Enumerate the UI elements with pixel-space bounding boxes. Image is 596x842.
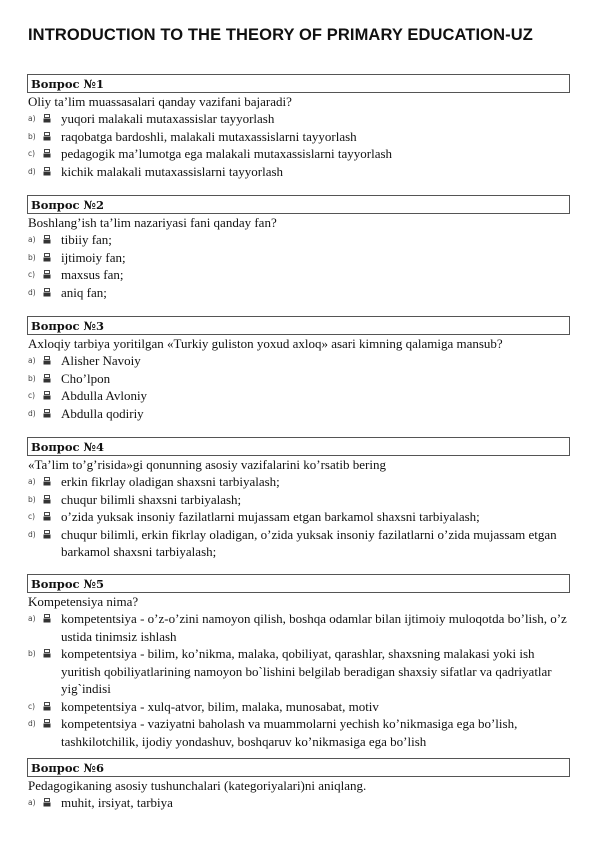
option-text: maxsus fan; bbox=[61, 267, 124, 282]
option-letter: a) bbox=[28, 798, 36, 807]
answer-option[interactable] bbox=[27, 249, 570, 267]
answer-marker-icon bbox=[43, 702, 51, 711]
answer-marker-icon bbox=[43, 495, 51, 504]
question-label: Вопрос №5 bbox=[27, 574, 570, 593]
answer-option[interactable] bbox=[27, 610, 570, 645]
answer-option[interactable] bbox=[27, 698, 570, 716]
answer-marker-icon bbox=[43, 270, 51, 279]
option-text: erkin fikrlay oladigan shaxsni tarbiyalash; bbox=[61, 474, 280, 489]
answer-option[interactable] bbox=[27, 266, 570, 284]
option-letter: a) bbox=[28, 114, 36, 123]
option-letter: b) bbox=[28, 252, 36, 262]
answer-marker-icon bbox=[43, 253, 51, 262]
option-letter: c) bbox=[28, 391, 36, 400]
answer-marker-icon bbox=[43, 477, 51, 486]
answer-marker-icon bbox=[43, 798, 51, 807]
document-title: INTRODUCTION TO THE THEORY OF PRIMARY EDUCATION-UZ bbox=[28, 26, 533, 44]
question-label: Вопрос №6 bbox=[27, 758, 570, 777]
option-letter: d) bbox=[28, 529, 36, 539]
answer-marker-icon bbox=[43, 374, 51, 383]
question-text: Oliy ta’lim muassasalari qanday vazifani bajaradi? bbox=[28, 94, 292, 109]
answer-option[interactable] bbox=[27, 128, 570, 146]
option-text: o’zida yuksak insoniy fazilatlarni mujassam etgan barkamol shaxsni tarbiyalash; bbox=[61, 509, 480, 524]
question-text: «Ta’lim to’g’risida»gi qonunning asosiy vazifalarini ko’rsatib bering bbox=[28, 457, 386, 472]
answer-option[interactable] bbox=[27, 491, 570, 509]
answer-option[interactable] bbox=[27, 387, 570, 405]
answer-marker-icon bbox=[43, 391, 51, 400]
answer-option[interactable] bbox=[27, 405, 570, 423]
question-block bbox=[27, 195, 570, 301]
option-text: ijtimoiy fan; bbox=[61, 249, 126, 265]
answer-marker-icon bbox=[43, 235, 51, 244]
option-letter: c) bbox=[28, 270, 36, 279]
answer-marker-icon bbox=[43, 149, 51, 158]
answer-option[interactable] bbox=[27, 284, 570, 302]
question-block bbox=[27, 574, 570, 750]
answer-option[interactable] bbox=[27, 231, 570, 249]
option-text: Cho’lpon bbox=[61, 370, 111, 386]
answer-marker-icon bbox=[43, 649, 51, 658]
option-text: Abdulla qodiriy bbox=[61, 405, 144, 421]
answer-option[interactable] bbox=[27, 473, 570, 491]
option-letter: a) bbox=[28, 614, 36, 623]
question-block bbox=[27, 74, 570, 180]
answer-option[interactable] bbox=[27, 352, 570, 370]
option-letter: c) bbox=[28, 701, 36, 711]
answer-option[interactable] bbox=[27, 110, 570, 128]
answer-option[interactable] bbox=[27, 526, 570, 561]
option-text: pedagogik ma’lumotga ega malakali mutaxassislarni tayyorlash bbox=[61, 146, 393, 161]
answer-marker-icon bbox=[43, 409, 51, 418]
question-label: Вопрос №3 bbox=[27, 316, 570, 335]
answer-option[interactable] bbox=[27, 508, 570, 526]
option-letter: d) bbox=[28, 408, 36, 418]
answer-marker-icon bbox=[43, 356, 51, 365]
option-text: chuqur bilimli shaxsni tarbiyalash; bbox=[61, 491, 242, 507]
option-letter: d) bbox=[28, 166, 36, 176]
question-block bbox=[27, 437, 570, 561]
question-text: Kompetensiya nima? bbox=[28, 594, 139, 609]
answer-option[interactable] bbox=[27, 163, 570, 181]
question-label: Вопрос №4 bbox=[27, 437, 570, 456]
question-block bbox=[27, 758, 570, 812]
option-text: kompetentsiya - vaziyatni baholash va muammolarni yechish ko’nikmasiga ega bo’lish, tashkilotchilik, ijodiy yondashuv, boshqaruv ko’nikmasiga ega bo’lish bbox=[61, 716, 518, 749]
answer-marker-icon bbox=[43, 614, 51, 623]
option-letter: b) bbox=[28, 373, 36, 383]
option-letter: c) bbox=[28, 149, 36, 158]
option-text: kompetentsiya - xulq-atvor, bilim, malaka, munosabat, motiv bbox=[61, 698, 379, 714]
answer-option[interactable] bbox=[27, 145, 570, 163]
option-text: kompetentsiya - o’z-o’zini namoyon qilish, boshqa odamlar bilan ijtimoiy muloqotda bo’lish, o’z ustida tinimsiz ishlash bbox=[61, 611, 567, 644]
option-letter: a) bbox=[28, 477, 36, 486]
answer-marker-icon bbox=[43, 132, 51, 141]
option-text: kichik malakali mutaxassislarni tayyorlash bbox=[61, 163, 284, 179]
question-text: Boshlang’ish ta’lim nazariyasi fani qanday fan? bbox=[28, 215, 277, 230]
option-letter: a) bbox=[28, 235, 36, 244]
answer-marker-icon bbox=[43, 512, 51, 521]
answer-marker-icon bbox=[43, 719, 51, 728]
answer-marker-icon bbox=[43, 288, 51, 297]
option-text: Abdulla Avloniy bbox=[61, 388, 148, 403]
question-text: Axloqiy tarbiya yoritilgan «Turkiy guliston yoxud axloq» asari kimning qalamiga mansub? bbox=[28, 336, 503, 351]
answer-marker-icon bbox=[43, 530, 51, 539]
answer-option[interactable] bbox=[27, 370, 570, 388]
option-text: aniq fan; bbox=[61, 284, 107, 300]
option-letter: b) bbox=[28, 494, 36, 504]
option-text: raqobatga bardoshli, malakali mutaxassislarni tayyorlash bbox=[61, 128, 357, 144]
answer-marker-icon bbox=[43, 167, 51, 176]
option-text: Alisher Navoiy bbox=[61, 353, 141, 368]
question-block bbox=[27, 316, 570, 422]
answer-option[interactable] bbox=[27, 645, 570, 698]
option-text: yuqori malakali mutaxassislar tayyorlash bbox=[61, 111, 275, 126]
option-letter: c) bbox=[28, 512, 36, 521]
answer-marker-icon bbox=[43, 114, 51, 123]
option-letter: a) bbox=[28, 356, 36, 365]
option-letter: b) bbox=[28, 131, 36, 141]
option-text: tibiiy fan; bbox=[61, 232, 112, 247]
option-letter: d) bbox=[28, 719, 36, 728]
question-label: Вопрос №2 bbox=[27, 195, 570, 214]
option-text: muhit, irsiyat, tarbiya bbox=[61, 795, 173, 810]
question-label: Вопрос №1 bbox=[27, 74, 570, 93]
answer-option[interactable] bbox=[27, 715, 570, 750]
option-text: kompetentsiya - bilim, ko’nikma, malaka, qobiliyat, qarashlar, shaxsning malakasi yoki ish yuritish qobiliyatlarining namoyon bo`lishini belgilab beradigan shaxsiy sifatlar va qadriyatlar yig`indisi bbox=[61, 646, 552, 696]
option-letter: b) bbox=[28, 649, 36, 658]
option-letter: d) bbox=[28, 287, 36, 297]
answer-option[interactable] bbox=[27, 794, 570, 812]
option-text: chuqur bilimli, erkin fikrlay oladigan, o’zida yuksak insoniy fazilatlarni o’zida mujassam etgan barkamol shaxsni tarbiyalash; bbox=[61, 526, 557, 559]
question-text: Pedagogikaning asosiy tushunchalari (kategoriyalari)ni aniqlang. bbox=[28, 778, 367, 793]
